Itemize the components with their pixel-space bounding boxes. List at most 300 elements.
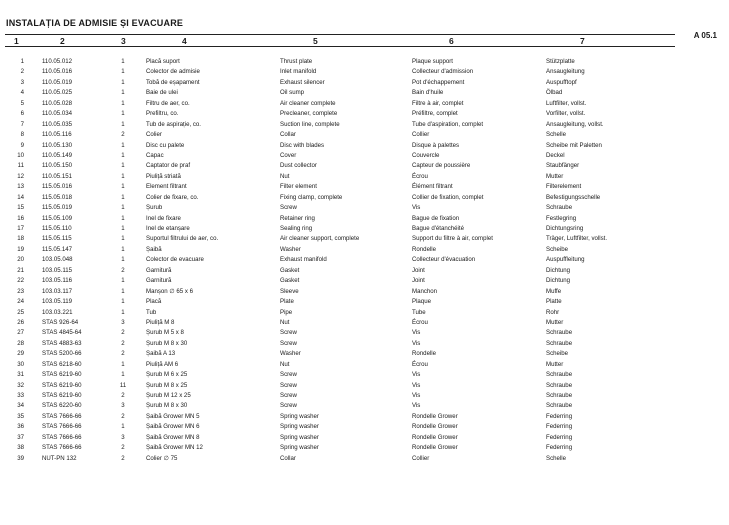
row-number: 28 [17, 339, 24, 347]
name-english: Screw [280, 381, 297, 389]
header-bottom-rule [5, 46, 675, 47]
row-number: 33 [17, 392, 24, 399]
name-romanian: Tub [146, 308, 157, 316]
name-english: Spring washer [280, 412, 319, 420]
part-number: 115.05.109 [42, 214, 73, 222]
name-german: Auspufftopf [546, 78, 577, 86]
row-number: 26 [17, 318, 24, 326]
table-row [0, 328, 729, 338]
name-romanian: Șurub [146, 204, 163, 212]
name-english: Nut [280, 360, 290, 368]
name-french: Collier de fixation, complet [412, 193, 484, 201]
row-number: 8 [20, 131, 24, 139]
row-number: 37 [17, 433, 24, 441]
name-french: Tube [412, 308, 426, 316]
quantity: 1 [121, 287, 125, 295]
name-english: Precleaner, complete [280, 110, 338, 118]
part-number: 110.05.130 [42, 141, 73, 149]
quantity: 1 [121, 141, 125, 149]
part-number: 110.05.151 [42, 172, 73, 180]
name-french: Écrou [412, 360, 428, 368]
name-english: Disc with blades [280, 141, 325, 149]
row-number: 4 [20, 89, 24, 97]
row-number: 35 [17, 412, 24, 420]
name-english: Fixing clamp, complete [280, 193, 343, 201]
row-number: 9 [20, 141, 24, 149]
name-english: Sealing ring [280, 225, 313, 232]
part-number: STAS 5200-66 [42, 350, 82, 358]
name-romanian: Colector de admisie [146, 68, 200, 76]
row-number: 2 [20, 68, 24, 76]
quantity: 1 [121, 68, 125, 76]
name-german: Dichtungsring [546, 225, 584, 232]
row-number: 7 [20, 120, 24, 128]
name-german: Schelle [546, 131, 566, 139]
row-number: 20 [17, 256, 24, 264]
name-french: Support du filtre à air, complet [412, 235, 493, 243]
name-french: Tube d'aspiration, complet [412, 120, 484, 128]
name-english: Spring washer [280, 433, 319, 441]
quantity: 1 [121, 423, 125, 431]
parts-table-body [0, 57, 729, 464]
name-english: Spring washer [280, 444, 319, 452]
name-romanian: Garnitură [146, 277, 172, 285]
name-romanian: Prefiltru, co. [146, 110, 179, 118]
name-german: Scheibe [546, 245, 569, 253]
row-number: 31 [17, 371, 24, 379]
name-german: Schraube [546, 381, 573, 389]
row-number: 24 [17, 298, 24, 306]
row-number: 30 [17, 360, 24, 368]
name-romanian: Șaibă Grower MN 8 [146, 433, 200, 441]
name-french: Disque à palettes [412, 141, 460, 149]
quantity: 1 [121, 89, 125, 97]
name-german: Schraube [546, 329, 573, 337]
part-number: STAS 7666-66 [42, 412, 82, 420]
name-french: Filtre à air, complet [412, 99, 464, 107]
quantity: 3 [121, 402, 125, 410]
name-english: Washer [280, 350, 301, 358]
row-number: 36 [17, 423, 24, 431]
table-row [0, 130, 729, 140]
name-german: Deckel [546, 151, 565, 159]
part-number: 103.05.119 [42, 298, 73, 306]
part-number: STAS 4883-63 [42, 339, 82, 347]
name-german: Schelle [546, 454, 566, 462]
table-row [0, 214, 729, 224]
quantity: 1 [121, 58, 125, 65]
name-german: Scheibe mit Paletten [546, 141, 602, 149]
table-row [0, 391, 729, 401]
name-french: Vis [412, 329, 421, 337]
quantity: 1 [121, 298, 125, 306]
name-romanian: Inel de etanșare [146, 225, 190, 232]
name-german: Ansaugleitung [546, 68, 585, 76]
name-romanian: Inel de fixare [146, 214, 181, 222]
row-number: 1 [20, 58, 24, 65]
name-german: Befestigungsschelle [546, 193, 601, 201]
column-header-2: 2 [60, 36, 65, 46]
name-french: Rondelle Grower [412, 444, 458, 452]
quantity: 1 [121, 78, 125, 86]
part-number: 110.05.035 [42, 120, 73, 128]
part-number: 103.05.116 [42, 277, 73, 285]
table-row [0, 234, 729, 244]
quantity: 2 [121, 266, 125, 274]
quantity: 2 [121, 350, 125, 358]
table-row [0, 161, 729, 171]
name-german: Federring [546, 412, 573, 420]
column-header-3: 3 [121, 36, 126, 46]
row-number: 29 [17, 350, 24, 358]
part-number: 110.05.019 [42, 78, 73, 86]
column-header-4: 4 [182, 36, 187, 46]
name-romanian: Captator de praf [146, 162, 191, 170]
name-german: Mutter [546, 360, 564, 368]
quantity: 2 [121, 392, 125, 399]
name-romanian: Colector de evacuare [146, 256, 204, 264]
name-romanian: Filtru de aer, co. [146, 99, 190, 107]
table-row [0, 67, 729, 77]
name-french: Rondelle Grower [412, 412, 458, 420]
name-german: Filterelement [546, 183, 582, 191]
row-number: 32 [17, 381, 24, 389]
table-row [0, 151, 729, 161]
name-english: Screw [280, 392, 297, 399]
row-number: 3 [20, 78, 24, 86]
quantity: 3 [121, 433, 125, 441]
name-english: Oil sump [280, 89, 305, 97]
part-number: 110.05.028 [42, 99, 73, 107]
quantity: 1 [121, 277, 125, 285]
name-romanian: Șaibă Grower MN 6 [146, 423, 200, 431]
name-french: Manchon [412, 287, 438, 295]
name-english: Sleeve [280, 287, 299, 295]
table-row [0, 99, 729, 109]
name-english: Collar [280, 131, 296, 139]
table-row [0, 78, 729, 88]
part-number: 115.05.110 [42, 225, 72, 232]
document-code: A 05.1 [693, 31, 717, 40]
name-romanian: Baie de ulei [146, 89, 178, 97]
name-english: Screw [280, 204, 297, 212]
name-french: Préfiltre, complet [412, 110, 458, 118]
name-french: Pot d'échappement [412, 78, 465, 86]
name-english: Air cleaner complete [280, 99, 336, 107]
name-french: Vis [412, 402, 421, 410]
name-french: Capteur de poussière [412, 162, 471, 170]
column-header-1: 1 [14, 36, 19, 46]
name-french: Collier [412, 454, 430, 462]
part-number: 115.05.018 [42, 193, 73, 201]
name-english: Spring washer [280, 423, 319, 431]
name-french: Vis [412, 339, 421, 347]
row-number: 34 [17, 402, 24, 410]
part-number: STAS 6220-60 [42, 402, 82, 410]
name-english: Pipe [280, 308, 293, 316]
quantity: 3 [121, 318, 125, 326]
table-row [0, 141, 729, 151]
name-romanian: Șurub M 6 x 25 [146, 371, 188, 379]
name-romanian: Șurub M 5 x 8 [146, 329, 184, 337]
name-english: Washer [280, 245, 301, 253]
name-romanian: Tub de aspirație, co. [146, 120, 201, 128]
name-english: Retainer ring [280, 214, 315, 222]
name-romanian: Piuliță AM 6 [146, 360, 179, 368]
name-romanian: Colier [146, 131, 162, 139]
name-german: Schraube [546, 371, 573, 379]
name-english: Nut [280, 172, 290, 180]
name-romanian: Capac [146, 151, 164, 159]
table-row [0, 203, 729, 213]
part-number: STAS 6219-60 [42, 371, 82, 379]
name-romanian: Șurub M 12 x 25 [146, 392, 191, 399]
name-french: Bague d'étanchéité [412, 225, 464, 232]
name-english: Screw [280, 402, 297, 410]
table-row [0, 266, 729, 276]
name-german: Schraube [546, 204, 573, 212]
name-english: Thrust plate [280, 58, 313, 65]
name-english: Suction line, complete [280, 120, 340, 128]
table-row [0, 245, 729, 255]
name-german: Platte [546, 298, 562, 306]
table-row [0, 88, 729, 98]
table-row [0, 443, 729, 453]
row-number: 11 [17, 162, 24, 170]
part-number: 110.05.025 [42, 89, 73, 97]
name-french: Rondelle Grower [412, 423, 458, 431]
name-german: Mutter [546, 318, 564, 326]
name-romanian: Șurub M 8 x 25 [146, 381, 188, 389]
table-row [0, 287, 729, 297]
part-number: 110.05.116 [42, 131, 72, 139]
table-row [0, 381, 729, 391]
name-french: Rondelle [412, 245, 437, 253]
name-french: Écrou [412, 172, 428, 180]
name-french: Collecteur d'évacuation [412, 256, 476, 264]
name-french: Bague de fixation [412, 214, 460, 222]
name-english: Gasket [280, 277, 300, 285]
row-number: 5 [20, 99, 24, 107]
row-number: 27 [17, 329, 24, 337]
quantity: 1 [121, 225, 125, 232]
name-german: Ölbad [546, 89, 563, 97]
quantity: 1 [121, 245, 125, 253]
name-german: Dichtung [546, 266, 571, 274]
table-row [0, 172, 729, 182]
part-number: 110.05.034 [42, 110, 73, 118]
row-number: 15 [17, 204, 24, 212]
table-row [0, 182, 729, 192]
quantity: 1 [121, 308, 125, 316]
name-french: Joint [412, 277, 425, 285]
table-row [0, 454, 729, 464]
name-english: Collar [280, 454, 296, 462]
name-english: Cover [280, 151, 297, 159]
name-german: Rohr [546, 308, 560, 316]
name-english: Screw [280, 371, 297, 379]
quantity: 1 [121, 162, 125, 170]
quantity: 2 [121, 444, 125, 452]
name-romanian: Șurub M 8 x 30 [146, 339, 188, 347]
quantity: 2 [121, 329, 125, 337]
table-row [0, 109, 729, 119]
quantity: 1 [121, 183, 125, 191]
quantity: 1 [121, 110, 125, 118]
name-german: Staubfänger [546, 162, 580, 170]
row-number: 12 [17, 172, 24, 180]
part-number: STAS 6219-60 [42, 381, 82, 389]
part-number: STAS 4845-64 [42, 329, 82, 337]
name-german: Scheibe [546, 350, 569, 358]
quantity: 2 [121, 412, 125, 420]
column-header-6: 6 [449, 36, 454, 46]
name-german: Federring [546, 423, 573, 431]
part-number: 110.05.016 [42, 68, 73, 76]
header-top-rule [5, 34, 675, 35]
name-romanian: Tobă de eșapament [146, 78, 200, 86]
part-number: 115.05.019 [42, 204, 73, 212]
name-romanian: Placă [146, 298, 162, 306]
name-french: Élément filtrant [412, 183, 453, 191]
name-english: Plate [280, 298, 294, 306]
name-french: Vis [412, 204, 421, 212]
name-german: Luftfilter, vollst. [546, 99, 587, 107]
part-number: STAS 7666-66 [42, 433, 82, 441]
name-french: Plaque support [412, 58, 453, 65]
name-romanian: Colier ∅ 75 [146, 454, 178, 462]
name-romanian: Garnitură [146, 266, 172, 274]
table-row [0, 318, 729, 328]
name-german: Federring [546, 444, 573, 452]
quantity: 1 [121, 371, 125, 379]
name-romanian: Manșon ∅ 65 x 6 [146, 287, 193, 295]
row-number: 6 [20, 110, 24, 118]
name-romanian: Șaibă [146, 245, 162, 253]
row-number: 25 [17, 308, 24, 316]
table-row [0, 120, 729, 130]
name-german: Auspuffleitung [546, 256, 585, 264]
name-romanian: Șaibă Grower MN 5 [146, 412, 200, 420]
part-number: 115.05.016 [42, 183, 73, 191]
table-row [0, 297, 729, 307]
row-number: 18 [17, 235, 24, 243]
name-romanian: Piuliță striată [146, 172, 181, 180]
quantity: 2 [121, 454, 125, 462]
table-row [0, 308, 729, 318]
table-row [0, 339, 729, 349]
name-romanian: Șaibă A 13 [146, 350, 176, 358]
row-number: 21 [17, 266, 24, 274]
name-french: Écrou [412, 318, 428, 326]
name-english: Dust collector [280, 162, 317, 170]
row-number: 10 [17, 151, 24, 159]
name-french: Bain d'huile [412, 89, 444, 97]
name-english: Inlet manifold [280, 68, 317, 76]
name-german: Stützplatte [546, 58, 575, 65]
name-german: Schraube [546, 392, 573, 399]
quantity: 1 [121, 120, 125, 128]
name-french: Collier [412, 131, 430, 139]
name-french: Couvercle [412, 151, 440, 159]
name-french: Vis [412, 392, 421, 399]
quantity: 1 [121, 256, 125, 264]
name-german: Dichtung [546, 277, 571, 285]
row-number: 38 [17, 444, 24, 452]
part-number: 110.05.150 [42, 162, 73, 170]
part-number: STAS 7666-66 [42, 423, 82, 431]
row-number: 14 [17, 193, 24, 201]
quantity: 1 [121, 360, 125, 368]
table-row [0, 349, 729, 359]
table-row [0, 433, 729, 443]
table-row [0, 422, 729, 432]
table-row [0, 370, 729, 380]
name-english: Air cleaner support, complete [280, 235, 360, 243]
part-number: STAS 6219-60 [42, 392, 82, 399]
part-number: 115.05.147 [42, 245, 73, 253]
name-romanian: Colier de fixare, co. [146, 193, 199, 201]
document-title: INSTALAȚIA DE ADMISIE ȘI EVACUARE [6, 18, 184, 28]
table-row [0, 255, 729, 265]
row-number: 22 [17, 277, 24, 285]
table-row [0, 276, 729, 286]
name-german: Schraube [546, 402, 573, 410]
quantity: 1 [121, 99, 125, 107]
part-number: 103.03.117 [42, 287, 73, 295]
name-romanian: Placă suport [146, 58, 180, 65]
name-french: Joint [412, 266, 425, 274]
name-german: Mutter [546, 172, 564, 180]
name-romanian: Suportul filtrului de aer, co. [146, 235, 219, 243]
name-german: Schraube [546, 339, 573, 347]
name-french: Collecteur d'admission [412, 68, 474, 76]
name-french: Rondelle [412, 350, 437, 358]
table-row [0, 360, 729, 370]
table-row [0, 224, 729, 234]
column-header-5: 5 [313, 36, 318, 46]
table-row [0, 412, 729, 422]
name-german: Träger, Luftfilter, vollst. [546, 235, 608, 243]
name-english: Exhaust manifold [280, 256, 327, 264]
quantity: 11 [119, 381, 127, 389]
row-number: 19 [17, 245, 24, 253]
name-german: Muffe [546, 287, 562, 295]
part-number: STAS 7666-66 [42, 444, 82, 452]
row-number: 16 [17, 214, 24, 222]
name-french: Vis [412, 371, 421, 379]
name-romanian: Piuliță M 8 [146, 318, 175, 326]
part-number: NUT-PN 132 [42, 454, 77, 462]
name-english: Gasket [280, 266, 300, 274]
name-german: Federring [546, 433, 573, 441]
quantity: 1 [121, 214, 125, 222]
table-row [0, 193, 729, 203]
part-number: 103.03.221 [42, 308, 73, 316]
column-header-7: 7 [580, 36, 585, 46]
name-romanian: Șaibă Grower MN 12 [146, 444, 203, 452]
name-german: Festlegring [546, 214, 577, 222]
quantity: 1 [121, 151, 125, 159]
part-number: 110.05.012 [42, 58, 73, 65]
quantity: 2 [121, 339, 125, 347]
part-number: STAS 926-64 [42, 318, 79, 326]
table-row [0, 57, 729, 67]
name-romanian: Disc cu palete [146, 141, 185, 149]
row-number: 39 [17, 454, 24, 462]
name-german: Ansaugleitung, vollst. [546, 120, 604, 128]
row-number: 13 [17, 183, 24, 191]
